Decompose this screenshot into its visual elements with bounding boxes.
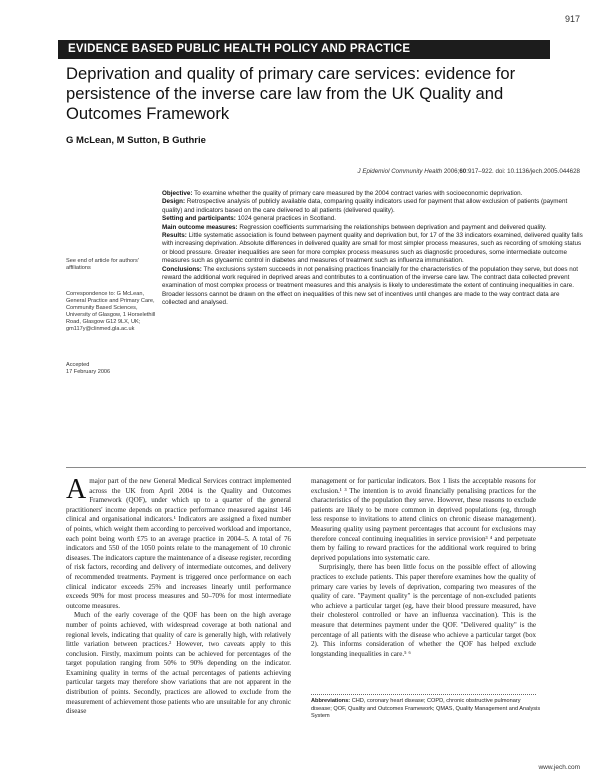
body-column-right bbox=[311, 477, 536, 659]
sidebar-correspondence: Correspondence to: G McLean, General Practice and Primary Care, Community Based Sciences, University of Glasgow, 1 Horselethill Road, Glasgow G12 9LX, UK; gm117y@clinmed.gla.ac.uk bbox=[66, 291, 156, 332]
sidebar-affiliations-note: See end of article for authors' affiliations bbox=[66, 258, 139, 271]
page-number: 917 bbox=[564, 14, 580, 24]
abstract-measures-label: Main outcome measures: bbox=[162, 223, 238, 231]
sidebar-accepted bbox=[66, 362, 156, 376]
abstract-objective-label: Objective: bbox=[162, 190, 193, 197]
abstract-measures bbox=[162, 224, 586, 232]
article-title: Deprivation and quality of primary care services: evidence for persistence of the inverse care law from the UK Quality and Outcomes Framework bbox=[66, 64, 516, 123]
abbreviations-label: Abbreviations: bbox=[311, 698, 351, 704]
abstract-objective-text: To examine whether the quality of primary care measured by the 2004 contract varies with socioeconomic deprivation. bbox=[192, 190, 523, 197]
body-column-left bbox=[66, 474, 291, 717]
abstract-conclusions-label: Conclusions: bbox=[162, 265, 202, 273]
abstract-design bbox=[162, 198, 586, 215]
section-banner: EVIDENCE BASED PUBLIC HEALTH POLICY AND PRACTICE bbox=[58, 40, 550, 59]
citation-pages-doi: :917–922. doi: 10.1136/jech.2005.044628 bbox=[466, 168, 580, 175]
drop-cap: A bbox=[66, 474, 87, 505]
accepted-date: 17 February 2006 bbox=[66, 369, 111, 375]
citation-year: 2006; bbox=[442, 168, 460, 175]
citation bbox=[358, 168, 580, 175]
author-list: G McLean, M Sutton, B Guthrie bbox=[66, 135, 206, 146]
abstract-design-label: Design: bbox=[162, 198, 186, 206]
abstract-objective bbox=[162, 190, 586, 198]
footer-url[interactable]: www.jech.com bbox=[538, 764, 580, 771]
body-paragraph bbox=[66, 474, 291, 611]
body-paragraph: management or for particular indicators. Box 1 lists the acceptable reasons for exclusion.¹ ³ The intention is to avoid financially penalising practices for the characteristics of the population they serve. However, these reasons to exclude patients are likely to be more common in deprived populations (eg, through less response to invitations to attend clinics on chronic disease management). Measuring quality using payment percentages that account for exclusions may therefore conceal continuing inequalities in service provision³ ⁴ and perpetuate them by failing to reward practices for the additional work required to bring deprived populations into systematic care. bbox=[311, 477, 536, 562]
body-paragraph: Surprisingly, there has been little focus on the possible effect of allowing practices to exclude patients. This paper therefore examines how the quality of primary care varies by levels of deprivation, comparing two measures of the quality of care. "Payment quality" is the percentage of non-excluded patients who achieve a particular target (eg, have their blood pressure measured, have their cholesterol controlled or have an influenza vaccination). This is the measure that determines payment under the QOF. "Delivered quality" is the percentage of all patients with the disease who achieve a particular target (box 2). This informs consideration of whether the QOF has helped exclude longstanding inequalities in care.⁵ ⁶ bbox=[311, 563, 536, 658]
abstract-results-label: Results: bbox=[162, 232, 187, 240]
abstract-conclusions bbox=[162, 266, 586, 308]
citation-journal: J Epidemiol Community Health bbox=[357, 168, 443, 175]
body-divider bbox=[66, 467, 586, 468]
abbreviations-text: CHD, coronary heart disease; COPD, chronic obstructive pulmonary disease; QOF, Quality and Outcomes Framework; QMAS, Quality Management and Analysis System bbox=[311, 698, 541, 719]
abstract bbox=[162, 190, 586, 308]
abstract-setting bbox=[162, 215, 586, 223]
abstract-measures-text: Regression coefficients summarising the relationships between deprivation and payment and delivered quality. bbox=[237, 223, 547, 231]
abstract-setting-label: Setting and participants: bbox=[162, 215, 236, 223]
abbreviations-box bbox=[311, 698, 541, 721]
citation-volume: 60 bbox=[459, 168, 467, 175]
body-paragraph-text: major part of the new General Medical Services contract implemented across the UK from April 2004 is the Quality and Outcomes Framework (QOF), under which up to a quarter of the general practitioners' income depends on practice performance measured against 146 clinical and organisational indicators.¹ Indicators are assigned a fixed number of points, which weight them according to perceived workload and importance, each point being worth £75 to an average practice in 2004–5. A total of 76 indicators and 550 of the 1050 points relate to the management of 10 chronic diseases. The indicators capture the maintenance of a disease register, recording of risk factors, recording and delivery of intermediate outcomes, and delivery of recommended treatments. Payment is triggered once performance on each clinical indicator exceeds 25% and increases linearly until performance exceeds 90% for most process measures and 50–70% for most intermediate outcome measures. bbox=[66, 477, 291, 610]
accepted-label: Accepted bbox=[66, 362, 90, 368]
abstract-design-text: Retrospective analysis of publicly available data, comparing quality indicators used for payment that allow exclusion of patients (payment quality) and indicators based on the care delivered to all patients (delivered quality). bbox=[162, 198, 568, 214]
abstract-conclusions-text: The exclusions system succeeds in not penalising practices financially for the characteristics of the population they serve, but does not reward the additional work required in deprived areas and contributes to a continuation of the inverse care law. The contract data collected prevent examination of most complex process or treatment measures and this analysis is likely to underestimate the extent of continuing inequalities in care. Broader lessons cannot be drawn on the effect on inequalities of this new set of incentives until changes are made to the way contract data are collected and analysed. bbox=[162, 265, 579, 307]
abstract-setting-text: 1024 general practices in Scotland. bbox=[235, 215, 336, 223]
body-paragraph: Much of the early coverage of the QOF has been on the high average number of points achieved, with widespread coverage at both national and regional levels, indicating that quality of care is generally high, with relatively little variation between practices.² However, two caveats apply to this conclusion. Firstly, maximum points can be achieved for percentages of the target population ranging from 50% to 90% depending on the indicator. Examining quality in terms of the actual percentages of patients achieving particular targets may therefore show variations that are not apparent in the distribution of points. Secondly, practices are allowed to exclude from the measurement of achievement those patients who are unsuitable for any chronic disease bbox=[66, 611, 291, 716]
abstract-results-text: Little systematic association is found between payment quality and deprivation but, for 17 of the 33 indicators examined, delivered quality falls with increasing deprivation. Absolute differences in delivered quality are small for most simpler process measures, such as recording of smoking status or blood pressure. Greater inequalities are seen for more complex process measures such as diagnostic procedures, some intermediate outcome measures such as glycaemic control in diabetes and measures of treatment such as influenza immunisation. bbox=[162, 232, 583, 265]
abstract-results bbox=[162, 232, 586, 266]
abbreviations-divider bbox=[311, 694, 536, 695]
